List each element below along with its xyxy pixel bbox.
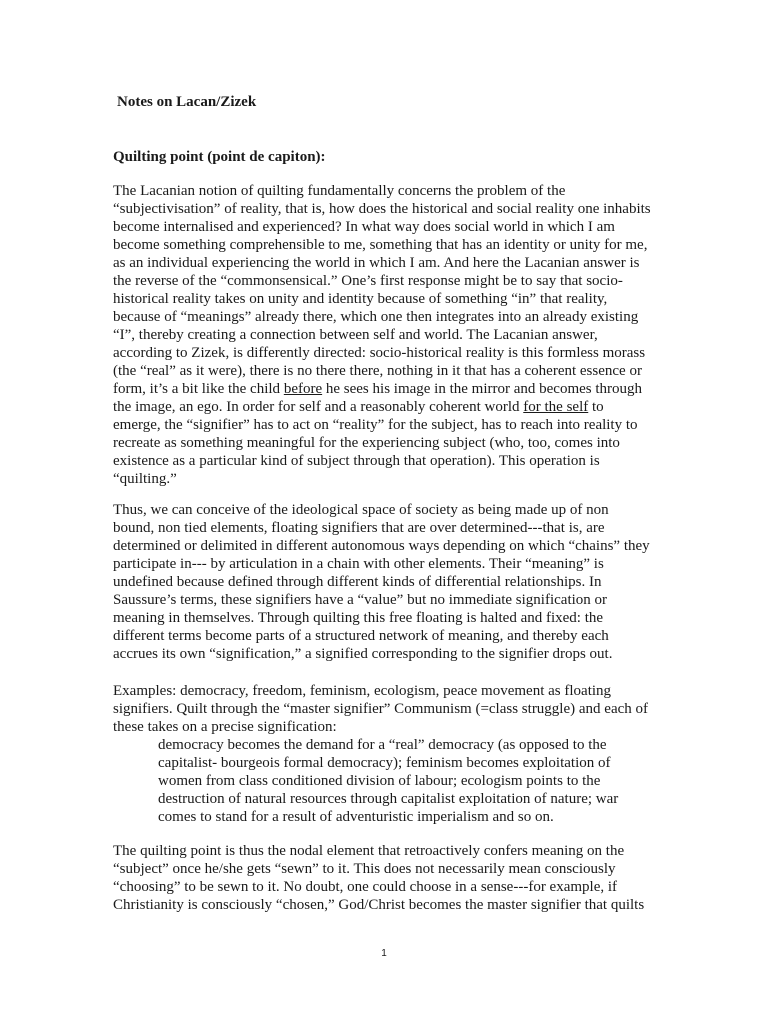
text-line: bound, non tied elements, floating signifiers that are over determined---that is, are — [113, 520, 605, 536]
text-line: The Lacanian notion of quilting fundamentally concerns the problem of the — [113, 183, 566, 199]
paragraph-examples — [113, 682, 673, 736]
text-line: accrues its own “signification,” a signified corresponding to the signifier drops out. — [113, 646, 613, 662]
page-number: 1 — [381, 948, 387, 959]
text-line: as an individual experiencing the world in which I am. And here the Lacanian answer is — [113, 255, 640, 271]
text-line — [113, 398, 673, 416]
text-line: destruction of natural resources through capitalist exploitation of nature; war — [158, 791, 619, 807]
text-line: “I”, thereby creating a connection between self and world. The Lacanian answer, — [113, 327, 598, 343]
text-line: women from class conditioned division of labour; ecologism points to the — [158, 773, 601, 789]
underlined-text: before — [283, 381, 323, 397]
paragraph-quilting-intro — [113, 182, 673, 488]
text-line: (the “real” as it were), there is no there there, nothing in it that has a coherent essence or — [113, 363, 642, 379]
text-line: because of “meanings” already there, which one then integrates into an already existing — [113, 309, 639, 325]
text-line: capitalist- bourgeois formal democracy); feminism becomes exploitation of — [158, 755, 611, 771]
paragraph-quilting-point — [113, 842, 673, 914]
text-line: existence as a particular kind of subject through that operation). This operation is — [113, 453, 600, 469]
text-line: “quilting.” — [113, 471, 177, 487]
text-line: different terms become parts of a structured network of meaning, and thereby each — [113, 628, 609, 644]
text-line: “subjectivisation” of reality, that is, how does the historical and social reality one inhabits — [113, 201, 651, 217]
text-line: “subject” once he/she gets “sewn” to it. This does not necessarily mean consciously — [113, 861, 616, 877]
text-segment: the image, an ego. In order for self and a reasonably coherent world — [113, 399, 524, 415]
text-line: democracy becomes the demand for a “real” democracy (as opposed to the — [158, 737, 607, 753]
text-line: Christianity is consciously “chosen,” God/Christ becomes the master signifier that quilts — [113, 897, 645, 913]
document-title: Notes on Lacan/Zizek — [117, 94, 257, 110]
text-line: participate in--- by articulation in a chain with other elements. Their “meaning” is — [113, 556, 604, 572]
text-line: undefined because defined through different kinds of differential relationships. In — [113, 574, 602, 590]
text-line: signifiers. Quilt through the “master signifier” Communism (=class struggle) and each of — [113, 701, 649, 717]
text-line: Thus, we can conceive of the ideological space of society as being made up of non — [113, 502, 609, 518]
text-line: Examples: democracy, freedom, feminism, ecologism, peace movement as floating — [113, 683, 612, 699]
text-segment: he sees his image in the mirror and becomes through — [322, 381, 643, 397]
section-heading: Quilting point (point de capiton): — [113, 149, 326, 165]
text-line: emerge, the “signifier” has to act on “reality” for the subject, has to reach into reality to — [113, 417, 638, 433]
text-line: “choosing” to be sewn to it. No doubt, one could choose in a sense---for example, if — [113, 879, 618, 895]
paragraph-examples-indented — [158, 736, 718, 826]
text-line: according to Zizek, is differently directed: socio-historical reality is this formless morass — [113, 345, 646, 361]
text-line: meaning in themselves. Through quilting this free floating is halted and fixed: the — [113, 610, 604, 626]
text-line — [113, 380, 673, 398]
text-line: The quilting point is thus the nodal element that retroactively confers meaning on the — [113, 843, 625, 859]
text-line: Saussure’s terms, these signifiers have a “value” but no immediate signification or — [113, 592, 608, 608]
text-segment: to — [588, 399, 604, 415]
text-line: the reverse of the “commonsensical.” One’s first response might be to say that socio- — [113, 273, 623, 289]
text-line: become internalised and experienced? In what way does social world in which I am — [113, 219, 615, 235]
paragraph-floating-signifiers — [113, 501, 673, 663]
text-line: comes to stand for a result of adventuristic imperialism and so on. — [158, 809, 554, 825]
underlined-text: for the self — [523, 399, 589, 415]
text-line: historical reality takes on unity and identity because of something “in” that reality, — [113, 291, 608, 307]
text-line: determined or delimited in different autonomous ways depending on which “chains” they — [113, 538, 650, 554]
text-segment: form, it’s a bit like the child — [113, 381, 284, 397]
text-line: recreate as something meaningful for the experiencing subject (who, too, comes into — [113, 435, 620, 451]
text-line: these takes on a precise signification: — [113, 719, 337, 735]
text-line: become something comprehensible to me, something that has an identity or unity for me, — [113, 237, 648, 253]
